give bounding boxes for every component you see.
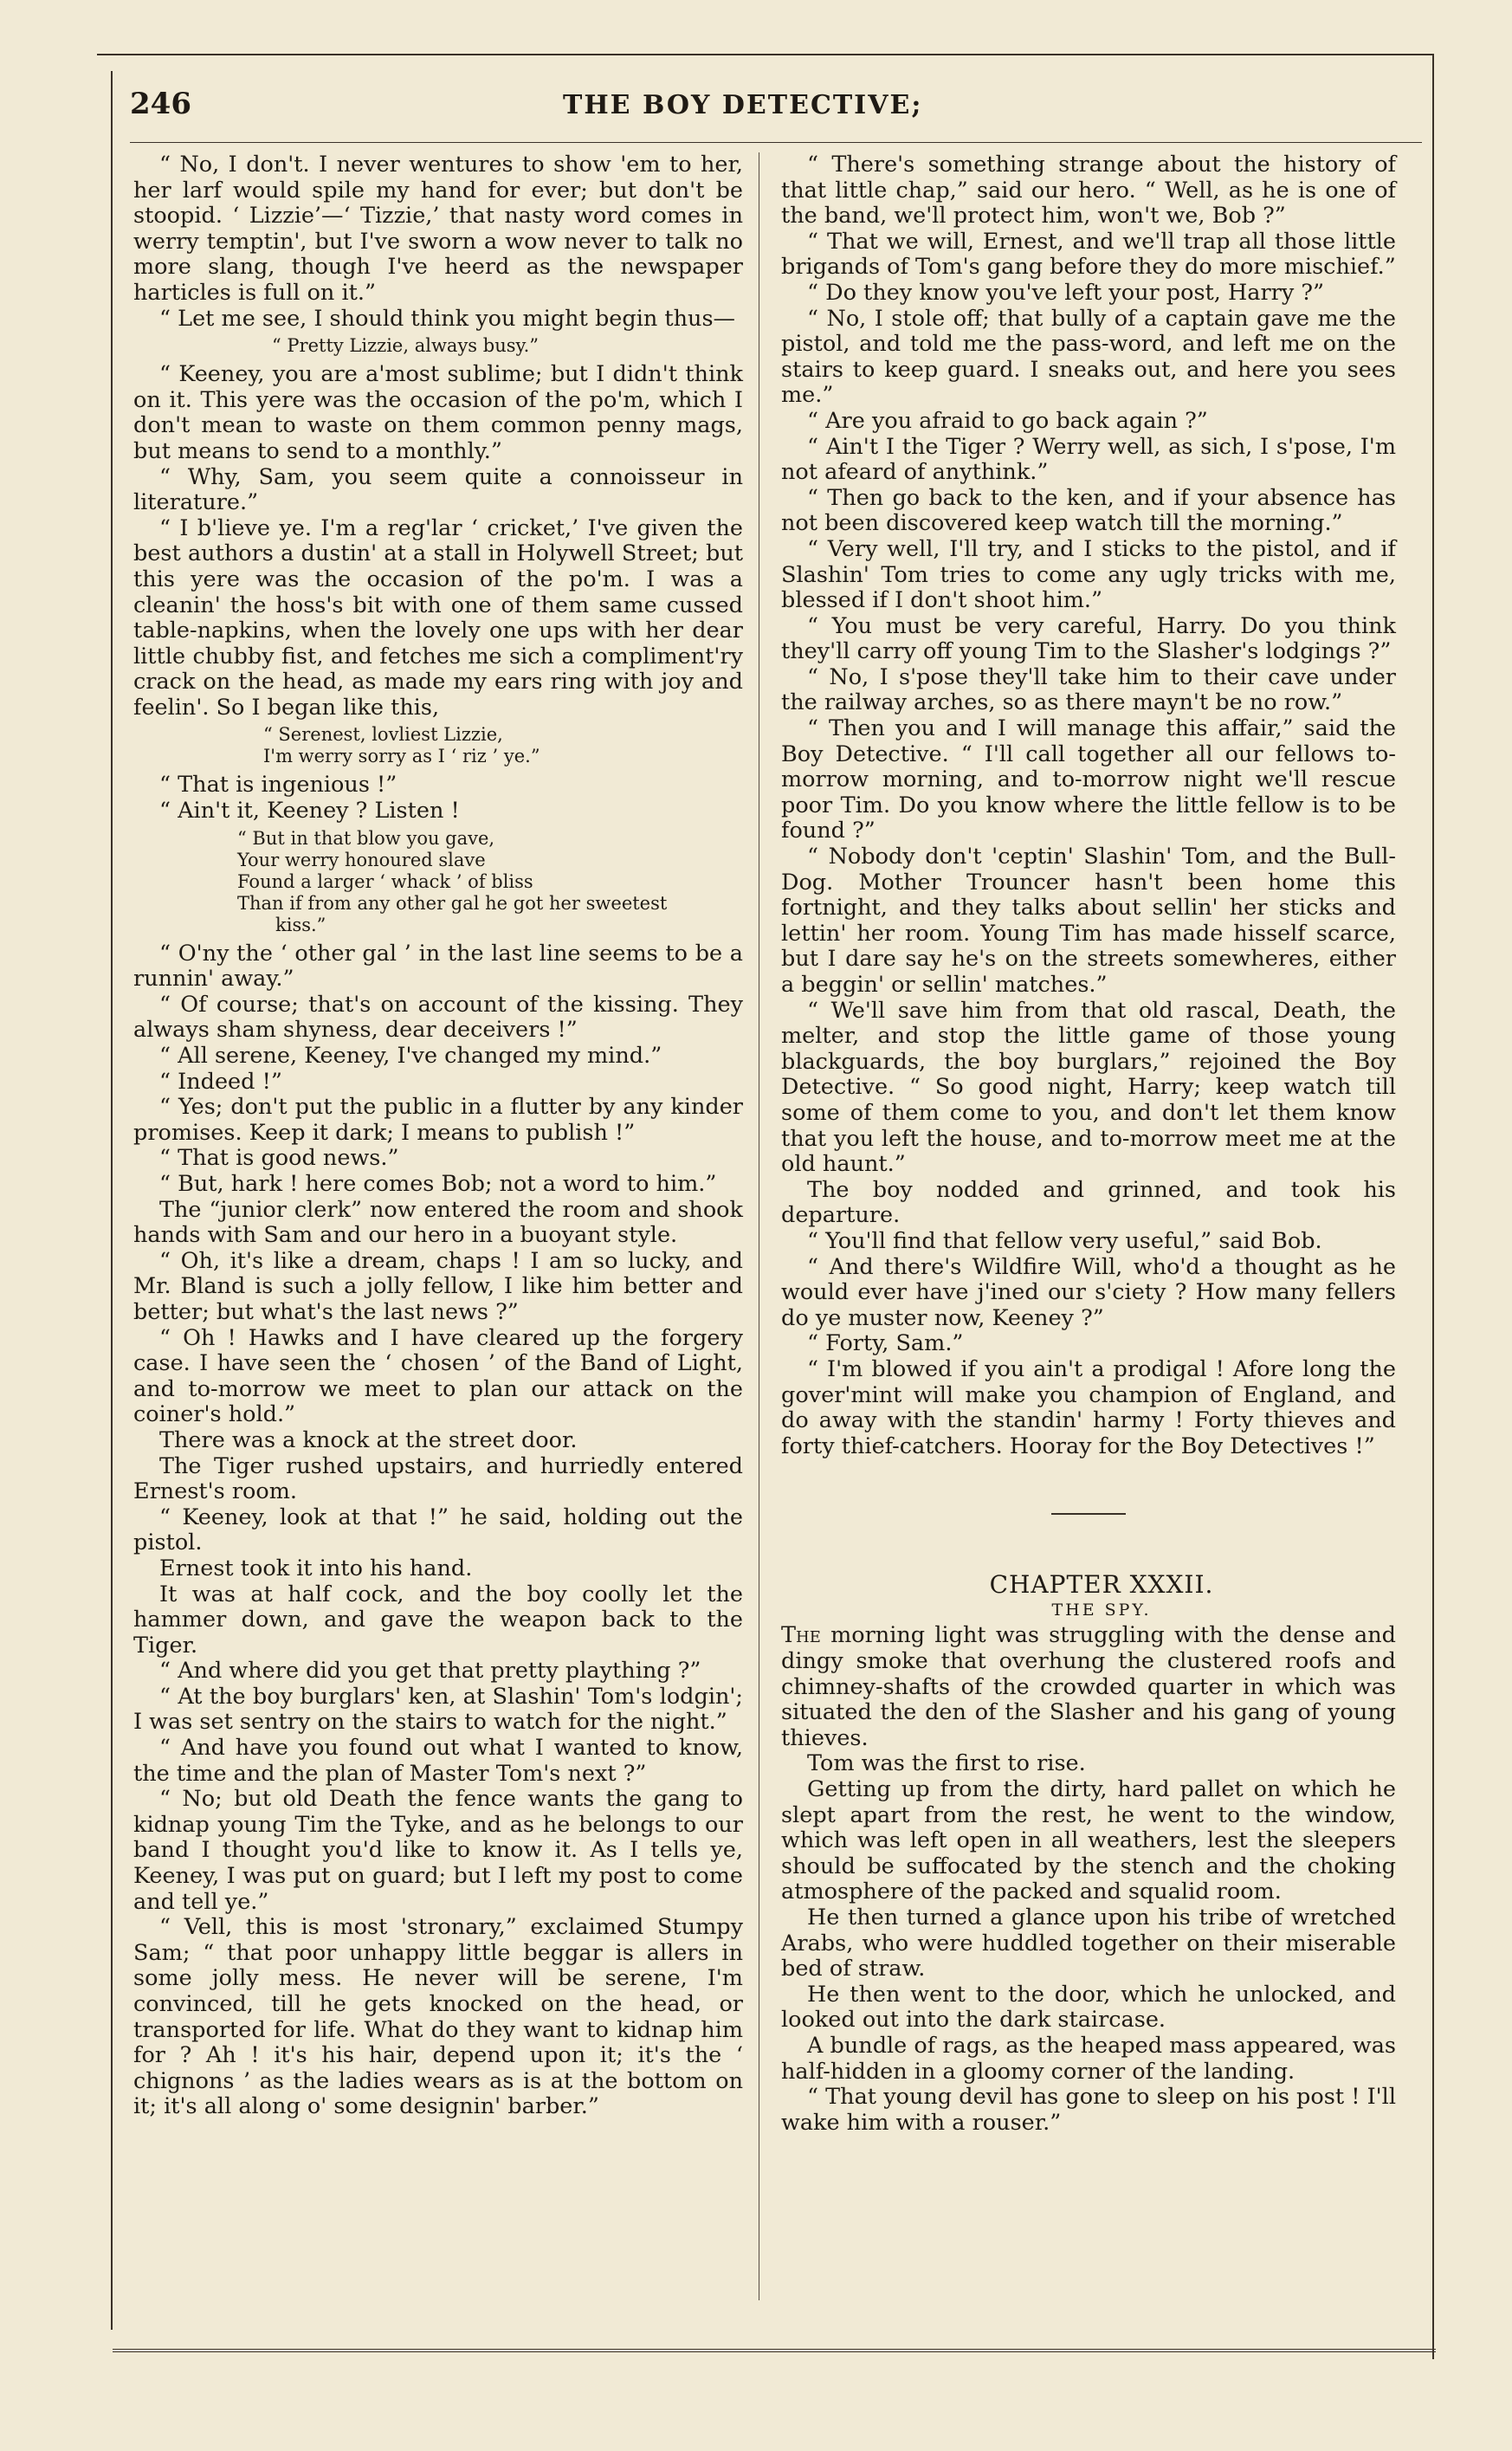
paragraph: There was a knock at the street door. [159,1426,578,1453]
verse-line: I'm werry sorry as I ‘ riz ’ ye.” [263,746,540,767]
chapter-opening-paragraph [781,1623,1396,1751]
paragraph: “ Are you afraid to go back again ?” [807,407,1208,434]
paragraph: “ Ain't it, Keeney ? Listen ! [159,798,460,825]
verse-line: kiss.” [275,914,326,935]
paragraph: “ At the boy burglars' ken, at Slashin' Tom's lodgin'; I was set sentry on the stairs to watch for the night.” [133,1683,743,1736]
section-divider [1051,1513,1126,1515]
paragraph: “ No, I s'pose they'll take him to their cave under the railway arches, so as there mayn't be no row.” [781,663,1396,716]
paragraph: “ Very well, I'll try, and I sticks to the pistol, and if Slashin' Tom tries to come any ugly tricks with me, blessed if I don't shoot him.” [781,535,1396,614]
paragraph: “ And there's Wildfire Will, who'd a thought as he would ever have j'ined our s'ciety ? How many fellers do ye muster now, Keeney ?” [781,1253,1396,1331]
paragraph: “ But, hark ! here comes Bob; not a word to him.” [159,1171,717,1197]
verse-line: “ Pretty Lizzie, always busy.” [272,335,539,357]
paragraph: “ Why, Sam, you seem quite a connoisseur in literature.” [133,463,743,516]
paragraph: “ Of course; that's on account of the kissing. They always sham shyness, dear deceivers !” [133,991,743,1044]
paragraph: He then went to the door, which he unlocked, and looked out into the dark staircase. [781,1981,1396,2034]
left-column [133,152,743,2309]
verse-poem-stanza [133,828,743,936]
paragraph: A bundle of rags, as the heaped mass appeared, was half-hidden in a gloomy corner of the landing. [781,2032,1396,2085]
opening-word: The [781,1622,821,1649]
paragraph: “ That is good news.” [159,1145,399,1172]
paragraph: “ Oh ! Hawks and I have cleared up the forgery case. I have seen the ‘ chosen ’ of the Band of Light, and to-morrow we meet to plan our attack on the coiner's hold.” [133,1324,743,1428]
opening-text: morning light was struggling with the dense and dingy smoke that overhung the clustered roofs and chimney-shafts of the crowded quarter in which was situated the den of the Slasher and his gang of young thieves. [781,1622,1396,1751]
paragraph: “ Forty, Sam.” [807,1330,964,1357]
paragraph: The boy nodded and grinned, and took his departure. [781,1176,1396,1229]
paragraph: “ Indeed !” [159,1068,282,1095]
paragraph: “ I b'lieve ye. I'm a reg'lar ‘ cricket,’ I've given the best authors a dustin' at a stall in Holywell Street; but this yere was the occasion of the po'm. I was a cleanin' the hoss's bit with one of them same cussed table-napkins, when the lovely one ups with her dear little chubby fist, and fetches me sich a compliment'ry crack on the head, as made my ears ring with joy and feelin'. So I began like this, [133,514,743,721]
paragraph: “ Keeney, you are a'most sublime; but I didn't think on it. This yere was the occasion of the po'm, which I don't mean to waste on them common penny mags, but means to send to a monthly.” [133,361,743,464]
paragraph: “ Oh, it's like a dream, chaps ! I am so lucky, and Mr. Bland is such a jolly fellow, I like him better and better; but what's the last news ?” [133,1247,743,1325]
verse-poem-opening [133,724,743,767]
verse-line: “ But in that blow you gave, [237,827,495,849]
paragraph: “ Then go back to the ken, and if your absence has not been discovered keep watch till the morning.” [781,484,1396,537]
verse-line: “ Serenest, lovliest Lizzie, [263,724,503,746]
paragraph: “ All serene, Keeney, I've changed my mind.” [159,1043,662,1070]
paragraph: “ Do they know you've left your post, Harry ?” [807,279,1325,306]
paragraph: Getting up from the dirty, hard pallet on which he slept apart from the rest, he went to the window, which was left open in all weathers, lest the sleepers should be suffocated by the stench and the choking atmosphere of the packed and squalid room. [781,1776,1396,1905]
paragraph: “ Yes; don't put the public in a flutter by any kinder promises. Keep it dark; I means to publish !” [133,1094,743,1146]
paragraph: “ No, I don't. I never wentures to show 'em to her, her larf would spile my hand for ever; but don't be stoopid. ‘ Lizzie’—‘ Tizzie,’ that nasty word comes in werry temptin', but I've sworn a wow never to talk no more slang, though I've heerd as the newspaper harticles is full on it.” [133,152,743,306]
right-column [781,152,1396,2309]
verse-line: Than if from any other gal he got her sweetest [237,892,668,914]
paragraph: “ Nobody don't 'ceptin' Slashin' Tom, and the Bull-Dog. Mother Trouncer hasn't been home this fortnight, and they talks about sellin' her sticks and lettin' her room. Young Tim has made hisself scarce, but I dare say he's on the streets somewheres, either a beggin' or sellin' matches.” [781,844,1396,998]
verse-couplet [133,335,743,357]
paragraph: “ You'll find that fellow very useful,” said Bob. [807,1227,1322,1254]
paragraph: “ No, I stole off; that bully of a captain gave me the pistol, and told me the pass-word, and left me on the stairs to keep guard. I sneaks out, and here you sees me.” [781,305,1396,409]
header-rule [130,142,1422,143]
paragraph: “ Vell, this is most 'stronary,” exclaimed Stumpy Sam; “ that poor unhappy little beggar is allers in some jolly mess. He never will be serene, I'm convinced, till he gets knocked on the head, or transported for life. What do they want to kidnap him for ? Ah ! it's his hair, depend upon it; it's the ‘ chignons ’ as the ladies wears as is at the bottom on it; it's all along o' some designin' barber.” [133,1914,743,2120]
chapter-subtitle: THE SPY. [1051,1600,1152,1620]
verse-line: Your werry honoured slave [237,849,486,870]
chapter-title: CHAPTER XXXII. [989,1570,1214,1600]
paragraph: “ And have you found out what I wanted to know, the time and the plan of Master Tom's next ?” [133,1735,743,1787]
paragraph: “ That young devil has gone to sleep on his post ! I'll wake him with a rouser.” [781,2084,1396,2136]
paragraph: He then turned a glance upon his tribe of wretched Arabs, who were huddled together on their miserable bed of straw. [781,1905,1396,1982]
page-header [130,87,1420,139]
paragraph: Ernest took it into his hand. [159,1555,473,1581]
paragraph: The “junior clerk” now entered the room and shook hands with Sam and our hero in a buoyant style. [133,1196,743,1249]
frame-left-rule [111,71,113,2330]
bottom-rule [113,2349,1436,2352]
paragraph: “ That is ingenious !” [159,772,397,799]
paragraph: The Tiger rushed upstairs, and hurriedly entered Ernest's room. [133,1452,743,1505]
paragraph: “ No; but old Death the fence wants the gang to kidnap young Tim the Tyke, and as he belongs to our band I thought you'd like to know it. As I tells ye, Keeney, I was put on guard; but I left my post to come and tell ye.” [133,1786,743,1915]
paragraph: Tom was the first to rise. [807,1750,1086,1777]
running-title: THE BOY DETECTIVE; [563,90,923,120]
paragraph: “ Let me see, I should think you might begin thus— [159,305,736,332]
paragraph: “ You must be very careful, Harry. Do you think they'll carry off young Tim to the Slasher's lodgings ?” [781,612,1396,665]
paragraph: “ There's something strange about the history of that little chap,” said our hero. “ Well, as he is one of the band, we'll protect him, won't we, Bob ?” [781,152,1396,230]
paragraph: “ I'm blowed if you ain't a prodigal ! Afore long the gover'mint will make you champion of England, and do away with the standin' harmy ! Forty thieves and forty thief-catchers. Hooray for the Boy Detectives !” [781,1355,1396,1459]
paragraph: “ That we will, Ernest, and we'll trap all those little brigands of Tom's gang before they do more mischief.” [781,228,1396,281]
paragraph: “ And where did you get that pretty plaything ?” [159,1658,701,1685]
paragraph: “ We'll save him from that old rascal, Death, the melter, and stop the little game of those young blackguards, the boy burglars,” rejoined the Boy Detective. “ So good night, Harry; keep watch till some of them come to you, and don't let them know that you left the house, and to-morrow meet me at the old haunt.” [781,997,1396,1178]
page-number: 246 [130,87,191,121]
paragraph: “ Keeney, look at that !” he said, holding out the pistol. [133,1504,743,1556]
paragraph: It was at half cock, and the boy coolly let the hammer down, and gave the weapon back to the Tiger. [133,1581,743,1659]
paragraph: “ Then you and I will manage this affair,” said the Boy Detective. “ I'll call together all our fellows to-morrow morning, and to-morrow night we'll rescue poor Tim. Do you know where the little fellow is to be found ?” [781,715,1396,844]
paragraph: “ O'ny the ‘ other gal ’ in the last line seems to be a runnin' away.” [133,940,743,993]
verse-line: Found a larger ‘ whack ’ of bliss [237,870,533,892]
paragraph: “ Ain't I the Tiger ? Werry well, as sich, I s'pose, I'm not afeard of anythink.” [781,433,1396,486]
